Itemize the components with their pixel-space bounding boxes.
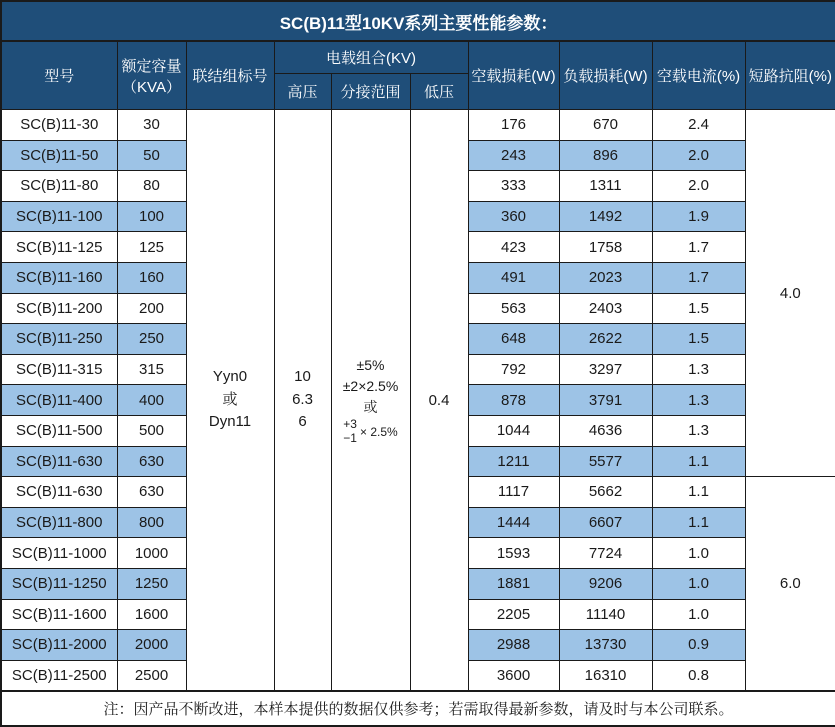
no-load-current-cell: 1.9 — [652, 201, 745, 232]
load-loss-cell: 7724 — [559, 538, 652, 569]
no-load-loss-cell: 648 — [468, 324, 559, 355]
impedance-cell-group1: 4.0 — [745, 110, 835, 477]
kva-cell: 630 — [117, 477, 186, 508]
kva-cell: 630 — [117, 446, 186, 477]
no-load-loss-cell: 176 — [468, 110, 559, 141]
load-loss-cell: 5577 — [559, 446, 652, 477]
no-load-loss-cell: 1117 — [468, 477, 559, 508]
kva-cell: 2000 — [117, 630, 186, 661]
col-header-model: 型号 — [1, 41, 117, 110]
col-header-impedance: 短路抗阻(%) — [745, 41, 835, 110]
tap-range-cell — [331, 110, 410, 692]
load-loss-cell: 896 — [559, 140, 652, 171]
kva-cell: 500 — [117, 415, 186, 446]
no-load-loss-cell: 491 — [468, 262, 559, 293]
kva-cell: 200 — [117, 293, 186, 324]
col-header-capacity — [117, 41, 186, 110]
page-title: SC(B)11型10KV系列主要性能参数： — [1, 1, 835, 41]
load-loss-cell: 6607 — [559, 507, 652, 538]
no-load-loss-cell: 423 — [468, 232, 559, 263]
kva-cell: 2500 — [117, 660, 186, 691]
load-loss-cell: 9206 — [559, 568, 652, 599]
model-cell: SC(B)11-630 — [1, 477, 117, 508]
load-loss-cell: 11140 — [559, 599, 652, 630]
tap-range-line: ±5% — [356, 356, 385, 373]
tap-range-stacked-notation — [343, 418, 397, 446]
load-loss-cell: 4636 — [559, 415, 652, 446]
vector-group-line: Dyn11 — [208, 413, 252, 431]
load-loss-cell: 670 — [559, 110, 652, 141]
no-load-current-cell: 1.5 — [652, 293, 745, 324]
no-load-current-cell: 2.0 — [652, 171, 745, 202]
model-cell: SC(B)11-100 — [1, 201, 117, 232]
kva-cell: 125 — [117, 232, 186, 263]
footer-note-row — [1, 691, 835, 726]
no-load-current-cell: 1.5 — [652, 324, 745, 355]
no-load-current-cell: 1.7 — [652, 262, 745, 293]
kva-cell: 160 — [117, 262, 186, 293]
model-cell: SC(B)11-30 — [1, 110, 117, 141]
no-load-current-cell: 1.0 — [652, 538, 745, 569]
no-load-loss-cell: 792 — [468, 354, 559, 385]
model-cell: SC(B)11-315 — [1, 354, 117, 385]
no-load-current-cell: 1.1 — [652, 507, 745, 538]
capacity-label-line1: 额定容量 — [121, 57, 182, 75]
model-cell: SC(B)11-400 — [1, 385, 117, 416]
kva-cell: 315 — [117, 354, 186, 385]
model-cell: SC(B)11-125 — [1, 232, 117, 263]
no-load-loss-cell: 360 — [468, 201, 559, 232]
no-load-current-cell: 1.3 — [652, 415, 745, 446]
col-header-voltage-combo: 电载组合(KV) — [274, 41, 468, 74]
title-bar — [1, 1, 835, 41]
model-cell: SC(B)11-1600 — [1, 599, 117, 630]
tap-range-line: 或 — [363, 398, 378, 415]
load-loss-cell: 16310 — [559, 660, 652, 691]
load-loss-cell: 3791 — [559, 385, 652, 416]
load-loss-cell: 5662 — [559, 477, 652, 508]
no-load-current-cell: 2.4 — [652, 110, 745, 141]
load-loss-cell: 1311 — [559, 171, 652, 202]
no-load-current-cell: 1.3 — [652, 385, 745, 416]
col-header-hv: 高压 — [274, 74, 331, 110]
tap-range-line: ±2×2.5% — [342, 377, 399, 394]
vector-group-line: 或 — [222, 390, 238, 408]
model-cell: SC(B)11-80 — [1, 171, 117, 202]
no-load-loss-cell: 1044 — [468, 415, 559, 446]
no-load-loss-cell: 1593 — [468, 538, 559, 569]
impedance-cell-group2: 6.0 — [745, 477, 835, 692]
load-loss-cell: 2023 — [559, 262, 652, 293]
hv-voltage-cell — [274, 110, 331, 692]
hv-voltage-line: 10 — [294, 368, 311, 386]
kva-cell: 250 — [117, 324, 186, 355]
kva-cell: 30 — [117, 110, 186, 141]
tap-stack-top: +3 — [343, 416, 357, 431]
tap-stack-suffix: × 2.5% — [359, 424, 398, 439]
footer-note: 注：因产品不断改进，本样本提供的数据仅供参考；若需取得最新参数，请及时与本公司联系。 — [1, 691, 835, 726]
no-load-loss-cell: 3600 — [468, 660, 559, 691]
tap-stack-bottom: −1 — [343, 430, 357, 445]
hv-voltage-line: 6.3 — [292, 390, 313, 408]
no-load-loss-cell: 878 — [468, 385, 559, 416]
model-cell: SC(B)11-500 — [1, 415, 117, 446]
no-load-current-cell: 1.0 — [652, 599, 745, 630]
col-header-no-load-loss: 空载损耗(W) — [468, 41, 559, 110]
no-load-loss-cell: 563 — [468, 293, 559, 324]
load-loss-cell: 2403 — [559, 293, 652, 324]
lv-voltage-cell: 0.4 — [410, 110, 468, 692]
no-load-current-cell: 2.0 — [652, 140, 745, 171]
load-loss-cell: 1492 — [559, 201, 652, 232]
no-load-loss-cell: 1211 — [468, 446, 559, 477]
model-cell: SC(B)11-160 — [1, 262, 117, 293]
hv-voltage-line: 6 — [298, 413, 307, 431]
model-cell: SC(B)11-2500 — [1, 660, 117, 691]
capacity-label-line2: （KVA） — [122, 78, 181, 96]
tap-stack-fraction — [343, 418, 357, 446]
load-loss-cell: 1758 — [559, 232, 652, 263]
col-header-load-loss: 负载损耗(W) — [559, 41, 652, 110]
kva-cell: 50 — [117, 140, 186, 171]
header-row-main — [1, 41, 835, 74]
no-load-loss-cell: 2205 — [468, 599, 559, 630]
kva-cell: 1250 — [117, 568, 186, 599]
table-row — [1, 110, 835, 141]
load-loss-cell: 3297 — [559, 354, 652, 385]
model-cell: SC(B)11-50 — [1, 140, 117, 171]
kva-cell: 800 — [117, 507, 186, 538]
no-load-current-cell: 1.7 — [652, 232, 745, 263]
col-header-lv: 低压 — [410, 74, 468, 110]
model-cell: SC(B)11-2000 — [1, 630, 117, 661]
no-load-loss-cell: 333 — [468, 171, 559, 202]
model-cell: SC(B)11-1250 — [1, 568, 117, 599]
vector-group-line: Yyn0 — [212, 368, 248, 386]
no-load-loss-cell: 1881 — [468, 568, 559, 599]
kva-cell: 1600 — [117, 599, 186, 630]
load-loss-cell: 2622 — [559, 324, 652, 355]
model-cell: SC(B)11-1000 — [1, 538, 117, 569]
kva-cell: 400 — [117, 385, 186, 416]
no-load-current-cell: 0.8 — [652, 660, 745, 691]
load-loss-cell: 13730 — [559, 630, 652, 661]
model-cell: SC(B)11-800 — [1, 507, 117, 538]
no-load-loss-cell: 1444 — [468, 507, 559, 538]
no-load-loss-cell: 2988 — [468, 630, 559, 661]
model-cell: SC(B)11-630 — [1, 446, 117, 477]
no-load-current-cell: 1.0 — [652, 568, 745, 599]
no-load-current-cell: 1.1 — [652, 477, 745, 508]
vector-group-cell — [186, 110, 274, 692]
no-load-current-cell: 0.9 — [652, 630, 745, 661]
model-cell: SC(B)11-200 — [1, 293, 117, 324]
no-load-current-cell: 1.1 — [652, 446, 745, 477]
kva-cell: 100 — [117, 201, 186, 232]
col-header-no-load-current: 空载电流(%) — [652, 41, 745, 110]
no-load-loss-cell: 243 — [468, 140, 559, 171]
kva-cell: 80 — [117, 171, 186, 202]
col-header-tap-range: 分接范围 — [331, 74, 410, 110]
model-cell: SC(B)11-250 — [1, 324, 117, 355]
kva-cell: 1000 — [117, 538, 186, 569]
no-load-current-cell: 1.3 — [652, 354, 745, 385]
col-header-vector-group: 联结组标号 — [186, 41, 274, 110]
